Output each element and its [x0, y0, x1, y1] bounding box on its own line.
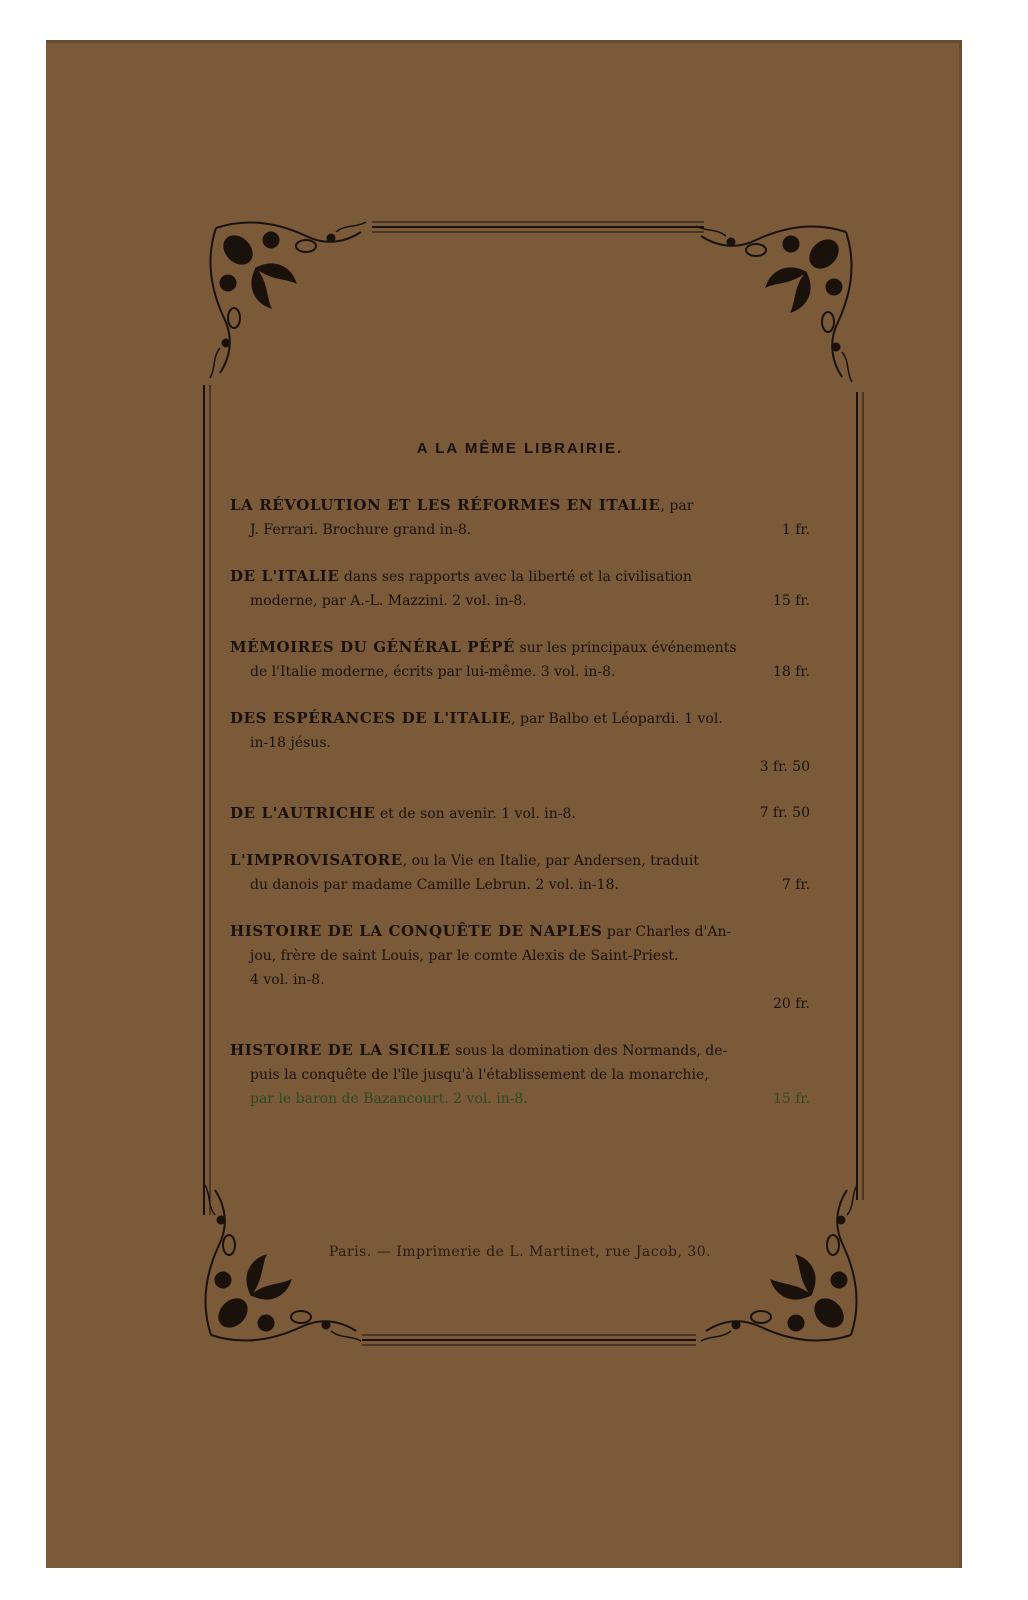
catalogue: [230, 440, 810, 1133]
catalogue-entry: [230, 919, 810, 1016]
entry-line2: jou, frère de saint Louis, par le comte Alexis de Saint-Priest.: [250, 948, 679, 964]
entry-line2: in-18 jésus.: [250, 735, 331, 751]
entry-title: MÉMOIRES DU GÉNÉRAL PÉPÉ: [230, 638, 516, 656]
entry-price: 7 fr.: [781, 877, 810, 893]
entry-line1: par Charles d'An-: [602, 924, 732, 940]
entry-line1: , par: [660, 498, 694, 514]
entry-line2: J. Ferrari. Brochure grand in-8.: [250, 522, 472, 538]
catalogue-entry: [230, 564, 810, 613]
catalogue-entry: [230, 706, 810, 779]
entry-title: DES ESPÉRANCES DE L'ITALIE: [230, 709, 512, 727]
entry-title: L'IMPROVISATORE: [230, 851, 403, 869]
entry-line1: , ou la Vie en Italie, par Andersen, traduit: [402, 853, 699, 869]
entry-line1: et de son avenir. 1 vol. in-8.: [375, 806, 576, 822]
entry-price: 15 fr.: [772, 593, 810, 609]
entry-price: 7 fr. 50: [759, 805, 810, 821]
entry-line2: du danois par madame Camille Lebrun. 2 vol. in-18.: [250, 877, 619, 893]
entry-line3: 4 vol. in-8.: [250, 972, 325, 988]
entry-price: 18 fr.: [772, 664, 810, 680]
entry-price: 3 fr. 50: [759, 759, 810, 775]
entry-price: 15 fr.: [772, 1091, 810, 1107]
entry-line2: de l'Italie moderne, écrits par lui-même. 3 vol. in-8.: [250, 664, 616, 680]
entry-title: DE L'AUTRICHE: [230, 804, 376, 822]
printer-imprint: Paris. — Imprimerie de L. Martinet, rue Jacob, 30.: [328, 1244, 712, 1260]
entry-line2: puis la conquête de l'île jusqu'à l'établissement de la monarchie,: [250, 1067, 709, 1083]
entry-title: HISTOIRE DE LA CONQUÊTE DE NAPLES: [230, 922, 603, 940]
entry-line1: sur les principaux événements: [515, 640, 737, 656]
entry-line1: , par Balbo et Léopardi. 1 vol.: [511, 711, 723, 727]
entry-line3: par le baron de Bazancourt. 2 vol. in-8.: [250, 1091, 528, 1107]
entry-title: LA RÉVOLUTION ET LES RÉFORMES EN ITALIE: [230, 496, 661, 514]
catalogue-entry: [230, 801, 810, 826]
entry-title: HISTOIRE DE LA SICILE: [230, 1041, 451, 1059]
catalogue-heading: A LA MÊME LIBRAIRIE.: [416, 440, 624, 457]
entry-title: DE L'ITALIE: [230, 567, 340, 585]
entry-line2: moderne, par A.-L. Mazzini. 2 vol. in-8.: [250, 593, 527, 609]
catalogue-entry: [230, 1038, 810, 1111]
catalogue-entry: [230, 493, 810, 542]
catalogue-entry: [230, 635, 810, 684]
entry-line1: sous la domination des Normands, de-: [450, 1043, 728, 1059]
entry-price: 1 fr.: [781, 522, 810, 538]
entry-line1: dans ses rapports avec la liberté et la civilisation: [339, 569, 693, 585]
catalogue-entry: [230, 848, 810, 897]
entry-price: 20 fr.: [772, 996, 810, 1012]
